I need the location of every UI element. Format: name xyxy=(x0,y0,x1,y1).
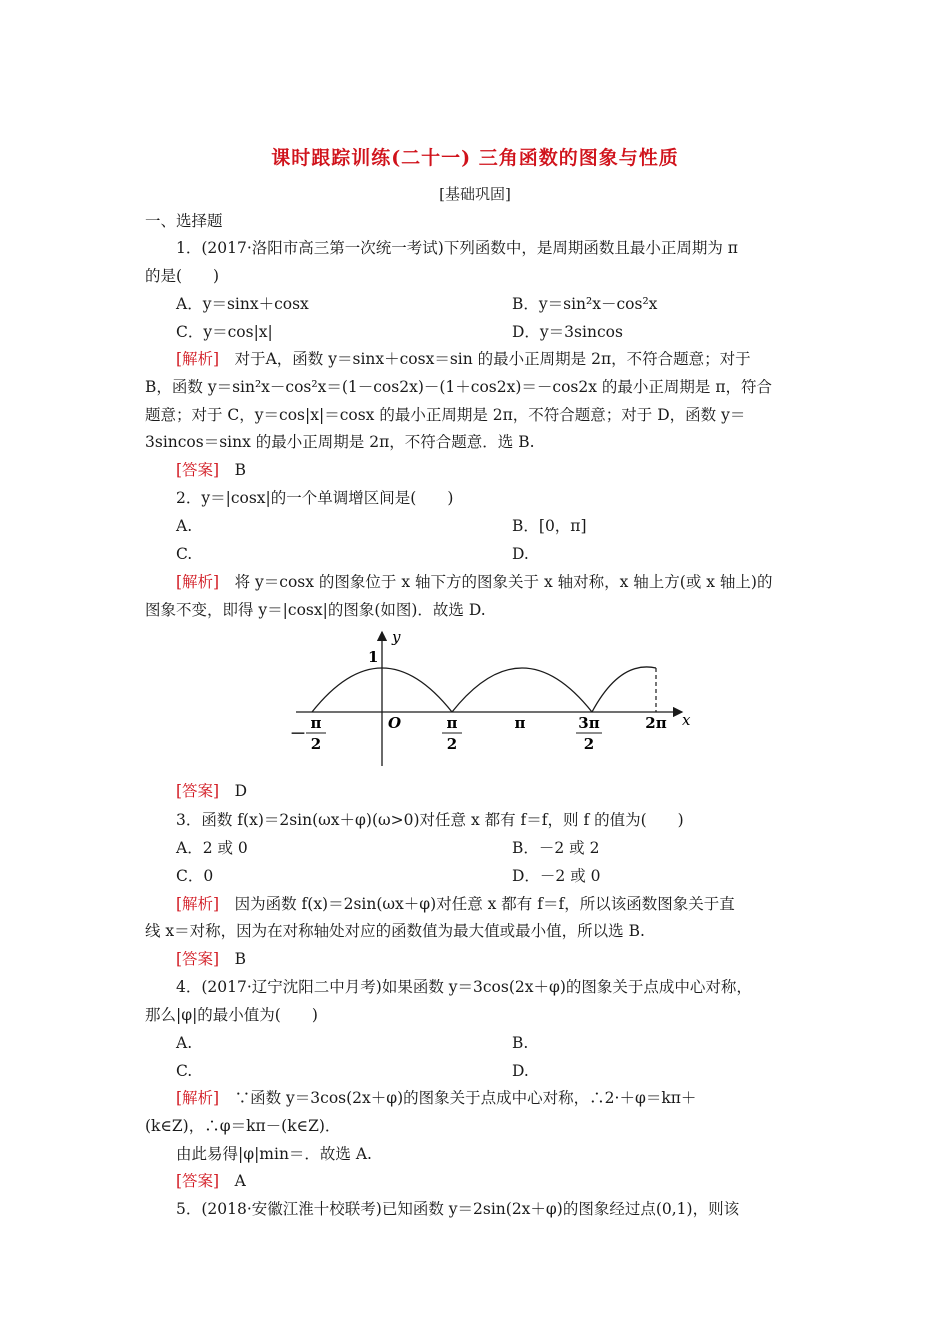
q1-analysis-line4: 3sincos＝sinx 的最小正周期是 2π，不符合题意．选 B. xyxy=(145,433,535,451)
q1-answer xyxy=(176,460,841,480)
section-subtitle: [基础巩固] xyxy=(439,185,511,203)
analysis-label: [解析] xyxy=(176,573,220,591)
q3-option-b: B．－2 或 2 xyxy=(512,839,600,857)
pi-label: π xyxy=(514,714,526,732)
answer-label: [答案] xyxy=(176,950,220,968)
x-axis-label: x xyxy=(682,711,691,729)
answer-value: D xyxy=(219,782,248,800)
q1-option-c: C．y＝cos|x| xyxy=(176,323,273,341)
three-pi-half-numerator: 3π xyxy=(578,714,600,732)
neg-pi-half-denominator: 2 xyxy=(310,735,322,753)
q1-stem-line2: 的是( ) xyxy=(145,267,220,285)
answer-label: [答案] xyxy=(176,1172,220,1190)
q4-stem-line1: 4．(2017·辽宁沈阳二中月考)如果函数 y＝3cos(2x＋φ)的图象关于点成中心对称， xyxy=(176,978,752,996)
q1-stem-line1: 1．(2017·洛阳市高三第一次统一考试)下列函数中，是周期函数且最小正周期为 π xyxy=(176,239,738,257)
q4-analysis-line2: (k∈Z)，∴φ＝kπ－(k∈Z)． xyxy=(145,1117,341,1135)
analysis-text: 因为函数 f(x)＝2sin(ωx＋φ)对任意 x 都有 f＝f，所以该函数图象关于直 xyxy=(219,895,735,913)
q1-analysis-line3: 题意；对于 C，y＝cos|x|＝cosx 的最小正周期是 2π，不符合题意；对于 D，函数 y＝ xyxy=(145,406,746,424)
analysis-text: 将 y＝cosx 的图象位于 x 轴下方的图象关于 x 轴对称，x 轴上方(或 x 轴上)的 xyxy=(219,573,773,591)
analysis-label: [解析] xyxy=(176,1089,220,1107)
q4-option-a: A. xyxy=(176,1034,193,1052)
analysis-text: ∵函数 y＝3cos(2x＋φ)的图象关于点成中心对称，∴2·＋φ＝kπ＋ xyxy=(219,1089,697,1107)
q4-stem-line2: 那么|φ|的最小值为( ) xyxy=(145,1006,318,1024)
q1-analysis-line1 xyxy=(176,349,841,369)
q3-option-a: A．2 或 0 xyxy=(176,839,248,857)
analysis-label: [解析] xyxy=(176,895,220,913)
curve-arch-2 xyxy=(452,668,592,712)
q3-stem: 3．函数 f(x)＝2sin(ωx＋φ)(ω>0)对任意 x 都有 f＝f，则 f 的值为( ) xyxy=(176,811,684,829)
analysis-label: [解析] xyxy=(176,350,220,368)
q2-option-b: B．[0，π] xyxy=(512,517,587,535)
y-axis-label: y xyxy=(392,628,401,646)
q1-option-d: D．y＝3sincos xyxy=(512,323,623,341)
q4-answer xyxy=(176,1171,841,1191)
pi-half-numerator: π xyxy=(446,714,458,732)
q3-analysis-line2: 线 x＝对称，因为在对称轴处对应的函数值为最大值或最小值，所以选 B. xyxy=(145,922,645,940)
q4-option-d: D. xyxy=(512,1062,529,1080)
two-pi-label: 2π xyxy=(645,714,667,732)
q3-answer xyxy=(176,949,841,969)
page-title: 课时跟踪训练(二十一) 三角函数的图象与性质 xyxy=(271,147,679,169)
q2-option-a: A. xyxy=(176,517,193,535)
y-tick-one: 1 xyxy=(368,648,379,666)
neg-pi-half-numerator: π xyxy=(310,714,322,732)
q2-stem: 2．y＝|cosx|的一个单调增区间是( ) xyxy=(176,489,454,507)
q1-option-a: A．y＝sinx＋cosx xyxy=(176,295,309,313)
q1-option-b: B．y＝sin²x－cos²x xyxy=(512,295,658,313)
q3-analysis-line1 xyxy=(176,894,841,914)
q3-option-d: D．－2 或 0 xyxy=(512,867,601,885)
section-heading: 一、选择题 xyxy=(145,212,223,230)
answer-label: [答案] xyxy=(176,461,220,479)
q2-analysis-line1 xyxy=(176,572,841,592)
q1-analysis-line2: B，函数 y＝sin²x－cos²x＝(1－cos2x)－(1＋cos2x)＝－cos2x 的最小正周期是 π，符合 xyxy=(145,378,773,396)
q2-option-d: D. xyxy=(512,545,529,563)
abs-cos-graph xyxy=(285,622,705,772)
q4-analysis-line3: 由此易得|φ|min＝．故选 A. xyxy=(176,1145,372,1163)
q4-option-c: C. xyxy=(176,1062,193,1080)
answer-value: A xyxy=(219,1172,246,1190)
q3-option-c: C．0 xyxy=(176,867,214,885)
three-pi-half-denominator: 2 xyxy=(583,735,595,753)
q2-analysis-line2: 图象不变，即得 y＝|cosx|的图象(如图)．故选 D. xyxy=(145,601,486,619)
q4-analysis-line1 xyxy=(176,1088,841,1108)
q4-option-b: B. xyxy=(512,1034,529,1052)
curve-arch-3 xyxy=(592,667,656,712)
analysis-text: 对于A，函数 y＝sinx＋cosx＝sin 的最小正周期是 2π，不符合题意；对于 xyxy=(219,350,751,368)
answer-label: [答案] xyxy=(176,782,220,800)
origin-label: O xyxy=(388,714,402,732)
pi-half-denominator: 2 xyxy=(446,735,458,753)
neg-pi-half-minus: － xyxy=(290,724,307,743)
answer-value: B xyxy=(219,950,246,968)
q5-stem: 5．(2018·安徽江淮十校联考)已知函数 y＝2sin(2x＋φ)的图象经过点(0,1)，则该 xyxy=(176,1200,740,1218)
q2-option-c: C. xyxy=(176,545,193,563)
q2-answer xyxy=(176,781,841,801)
answer-value: B xyxy=(219,461,246,479)
